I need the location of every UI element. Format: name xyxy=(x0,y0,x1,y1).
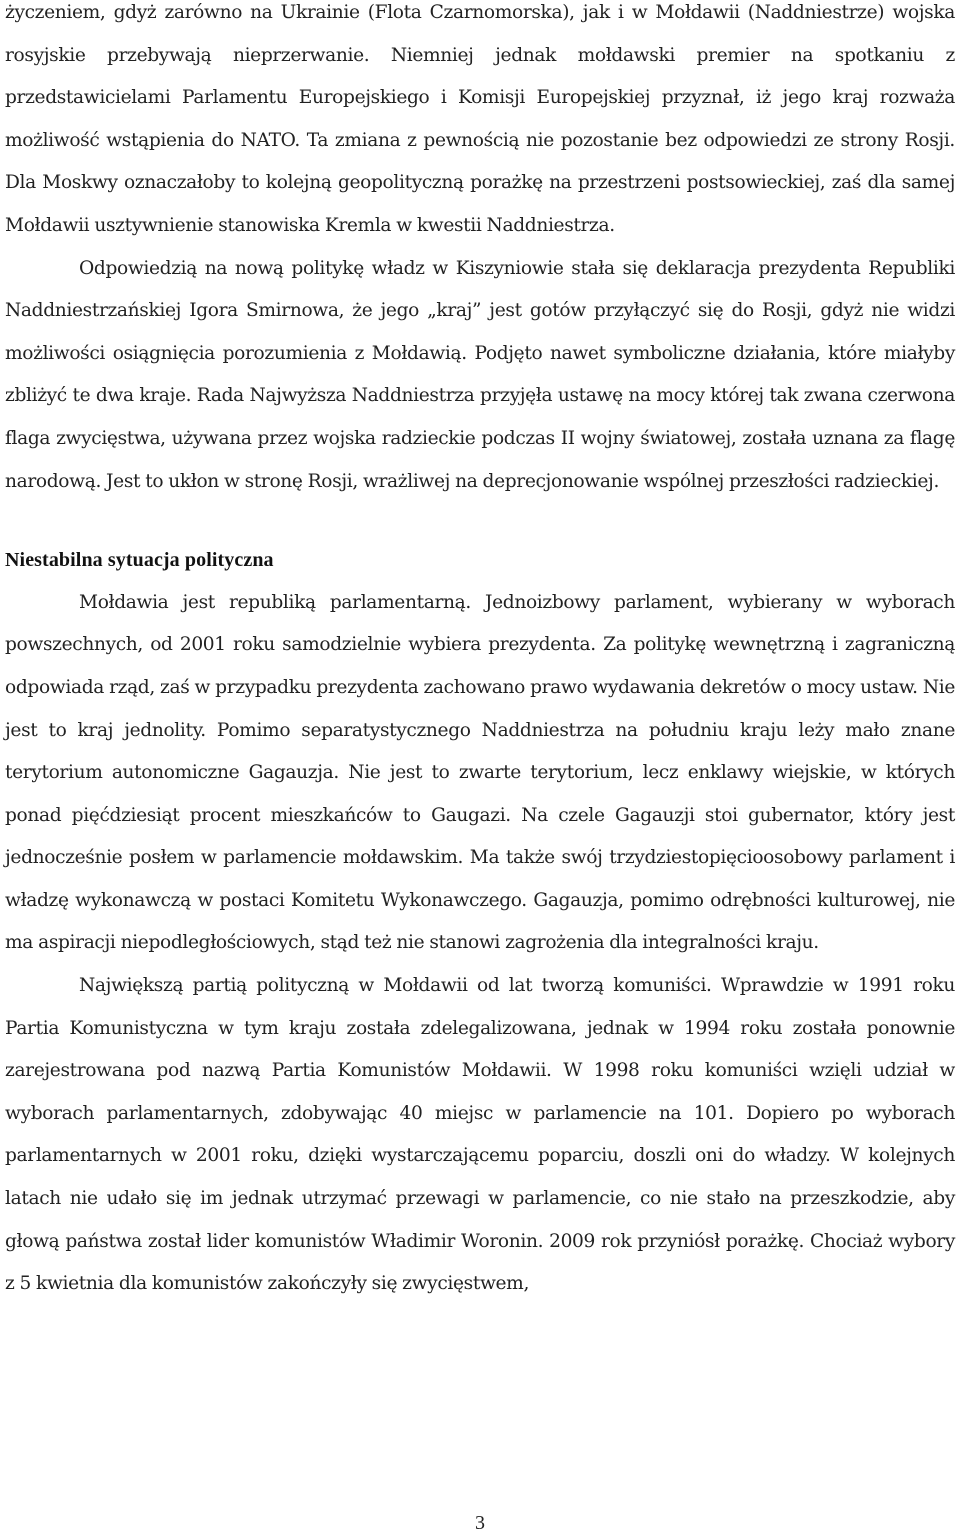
document-page xyxy=(5,0,955,1306)
paragraph-smirnov-declaration: Odpowiedzią na nową politykę władz w Kiszyniowie stała się deklaracja prezydenta Republiki Naddniestrzańskiej Igora Smirnowa, że jego „kraj” jest gotów przyłączyć się do Rosji, gdyż nie widzi możliwości osiągnięcia porozumienia z Mołdawią. Podjęto nawet symboliczne działania, które miałyby zbliżyć te dwa kraje. Rada Najwyższa Naddniestrza przyjęła ustawę na mocy której tak zwana czerwona flaga zwycięstwa, używana przez wojska radzieckie podczas II wojny światowej, została uznana za flagę narodową. Jest to ukłon w stronę Rosji, wrażliwej na deprecjonowanie wspólnej przeszłości radzieckiej. xyxy=(5,257,955,492)
section-heading: Niestabilna sytuacja polityczna xyxy=(5,549,274,572)
paragraph-communist-party: Największą partią polityczną w Mołdawii od lat tworzą komuniści. Wprawdzie w 1991 roku Partia Komunistyczna w tym kraju została zdelegalizowana, jednak w 1994 roku została ponownie zarejestrowana pod nazwą Partia Komunistów Mołdawii. W 1998 roku komuniści wzięli udział w wyborach parlamentarnych, zdobywając 40 miejsc w parlamencie na 101. Dopiero po wyborach parlamentarnych w 2001 roku, dzięki wystarczającemu poparciu, doszli oni do władzy. W kolejnych latach nie udało się im jednak utrzymać przewagi w parlamencie, co nie stało na przeszkodzie, aby głową państwa został lider komunistów Władimir Woronin. 2009 rok przyniósł porażkę. Chociaż wybory z 5 kwietnia dla komunistów zakończyły się zwycięstwem, xyxy=(5,975,955,1295)
page-number: 3 xyxy=(475,1512,485,1534)
paragraph-political-system: Mołdawia jest republiką parlamentarną. Jednoizbowy parlament, wybierany w wyborach powszechnych, od 2001 roku samodzielnie wybiera prezydenta. Za politykę wewnętrzną i zagraniczną odpowiada rząd, zaś w przypadku prezydenta zachowano prawo wydawania dekretów o mocy ustaw. Nie jest to kraj jednolity. Pomimo separatystycznego Naddniestrza na południu kraju leży mało znane terytorium autonomiczne Gagauzja. Nie jest to zwarte terytorium, lecz enklawy wiejskie, w których ponad pięćdziesiąt procent mieszkańców to Gaugazi. Na czele Gagauzji stoi gubernator, który jest jednocześnie posłem w parlamencie mołdawskim. Ma także swój trzydziestopięcioosobowy parlament i władzę wykonawczą w postaci Komitetu Wykonawczego. Gagauzja, pomimo odrębności kulturowej, nie ma aspiracji niepodległościowych, stąd też nie stanowi zagrożenia dla integralności kraju. xyxy=(5,591,955,954)
paragraph-continuation: życzeniem, gdyż zarówno na Ukrainie (Flota Czarnomorska), jak i w Mołdawii (Naddniestrze) wojska rosyjskie przebywają nieprzerwanie. Niemniej jednak mołdawski premier na spotkaniu z przedstawicielami Parlamentu Europejskiego i Komisji Europejskiej przyznał, iż jego kraj rozważa możliwość wstąpienia do NATO. Ta zmiana z pewnością nie pozostanie bez odpowiedzi ze strony Rosji. Dla Moskwy oznaczałoby to kolejną geopolityczną porażkę na przestrzeni postsowieckiej, zaś dla samej Mołdawii usztywnienie stanowiska Kremla w kwestii Naddniestrza. xyxy=(5,2,955,236)
